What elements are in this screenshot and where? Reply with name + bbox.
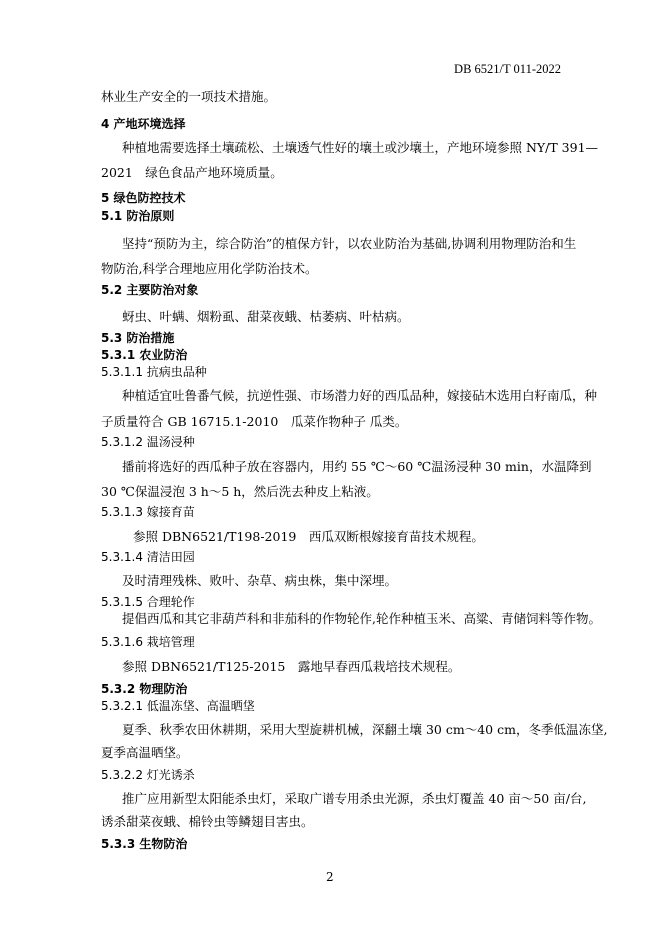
paragraph-line: 30 ℃保温浸泡 3 h～5 h，然后洗去种皮上粘液。 xyxy=(101,484,379,499)
paragraph-line: 参照 DBN6521/T198-2019 西瓜双断根嫁接育苗技术规程。 xyxy=(133,529,484,544)
paragraph-line: 提倡西瓜和其它非葫芦科和非茄科的作物轮作,轮作种植玉米、高粱、青储饲料等作物。 xyxy=(122,611,601,626)
document-header-id: DB 6521/T 011-2022 xyxy=(454,62,561,76)
subsection-heading: 5.3.2.1 低温冻垡、高温晒垡 xyxy=(101,699,255,713)
subsection-heading: 5.3.1.1 抗病虫品种 xyxy=(101,365,207,379)
paragraph-line: 夏季、秋季农田休耕期，采用大型旋耕机械，深翻土壤 30 cm～40 cm，冬季低温冻垡, xyxy=(122,722,608,737)
paragraph-line: 子质量符合 GB 16715.1-2010 瓜菜作物种子 瓜类。 xyxy=(101,414,408,429)
paragraph-line: 种植适宜吐鲁番气候，抗逆性强、市场潜力好的西瓜品种，嫁接砧木选用白籽南瓜，种 xyxy=(122,388,598,403)
paragraph-line: 推广应用新型太阳能杀虫灯，采取广谱专用杀虫光源，杀虫灯覆盖 40 亩～50 亩/台, xyxy=(122,791,587,806)
paragraph-line: 夏季高温晒垡。 xyxy=(101,745,189,760)
section-heading: 5.3 防治措施 xyxy=(101,331,175,345)
subsection-heading: 5.3.1.4 清洁田园 xyxy=(101,550,195,564)
paragraph-line: 参照 DBN6521/T125-2015 露地早春西瓜栽培技术规程。 xyxy=(122,659,461,674)
page-number: 2 xyxy=(326,870,334,884)
section-heading: 5.1 防治原则 xyxy=(101,209,175,223)
paragraph-line: 诱杀甜菜夜蛾、棉铃虫等鳞翅目害虫。 xyxy=(101,814,314,829)
section-heading: 5 绿色防控技术 xyxy=(101,191,186,205)
section-heading: 4 产地环境选择 xyxy=(101,117,186,131)
section-heading: 5.3.2 物理防治 xyxy=(101,682,188,696)
subsection-heading: 5.3.1.6 栽培管理 xyxy=(101,635,195,649)
paragraph-line: 2021 绿色食品产地环境质量。 xyxy=(101,165,283,180)
subsection-heading: 5.3.1.3 嫁接育苗 xyxy=(101,505,195,519)
paragraph-line: 种植地需要选择土壤疏松、土壤透气性好的壤土或沙壤土，产地环境参照 NY/T 391— xyxy=(122,140,599,155)
section-heading: 5.3.1 农业防治 xyxy=(101,348,188,362)
paragraph-line: 播前将选好的西瓜种子放在容器内，用约 55 ℃～60 ℃温汤浸种 30 min，水温降到 xyxy=(122,459,592,474)
paragraph-line: 坚持“预防为主，综合防治”的植保方针，以农业防治为基础,协调利用物理防治和生 xyxy=(122,236,577,251)
section-heading: 5.2 主要防治对象 xyxy=(101,283,199,297)
subsection-heading: 5.3.1.2 温汤浸种 xyxy=(101,435,195,449)
paragraph-line: 及时清理残株、败叶、杂草、病虫株，集中深埋。 xyxy=(122,573,398,588)
paragraph-line: 林业生产安全的一项技术措施。 xyxy=(101,89,277,104)
paragraph-line: 蚜虫、叶螨、烟粉虱、甜菜夜蛾、枯萎病、叶枯病。 xyxy=(122,309,410,324)
subsection-heading: 5.3.2.2 灯光诱杀 xyxy=(101,768,195,782)
paragraph-line: 物防治,科学合理地应用化学防治技术。 xyxy=(101,261,318,276)
subsection-heading: 5.3.1.5 合理轮作 xyxy=(101,595,195,609)
section-heading: 5.3.3 生物防治 xyxy=(101,837,188,851)
